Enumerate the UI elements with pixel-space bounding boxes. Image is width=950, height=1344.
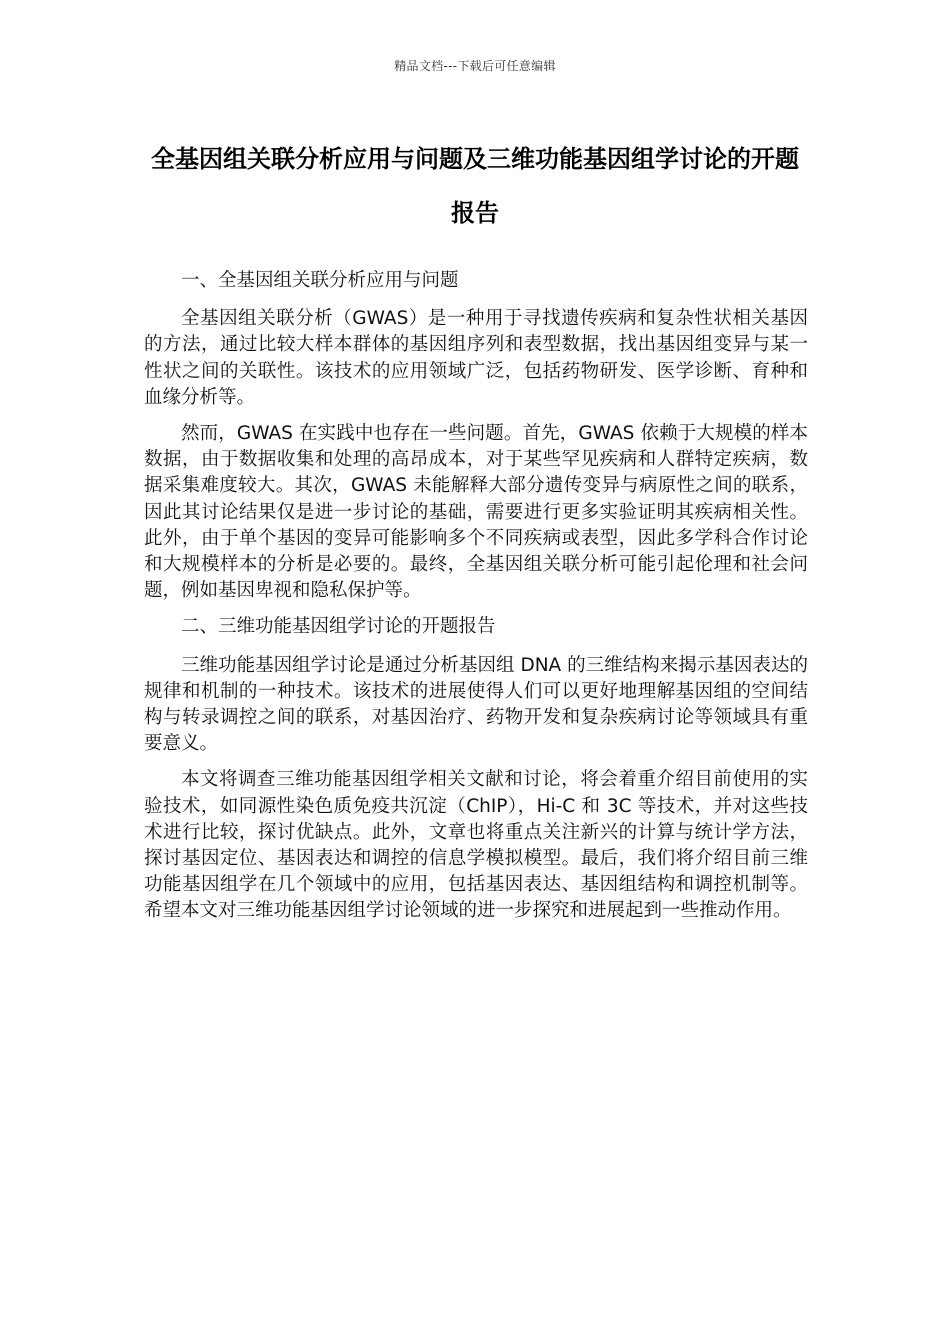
section-heading-2: 二、三维功能基因组学讨论的开题报告 (181, 616, 496, 638)
body-paragraph: 全基因组关联分析（GWAS）是一种用于寻找遗传疾病和复杂性状相关基因的方法，通过比较大样本群体的基因组序列和表型数据，找出基因组变异与某一性状之间的关联性。该技术的应用领域广泛，包括药物研发、医学诊断、育种和血缘分析等。 (144, 308, 808, 408)
body-paragraph: 三维功能基因组学讨论是通过分析基因组 DNA 的三维结构来揭示基因表达的规律和机制的一种技术。该技术的进展使得人们可以更好地理解基因组的空间结构与转录调控之间的联系，对基因治疗、药物开发和复杂疾病讨论等领域具有重要意义。 (144, 654, 808, 755)
document-title: 全基因组关联分析应用与问题及三维功能基因组学讨论的开题报告 (151, 145, 799, 227)
document-body (144, 268, 808, 935)
body-paragraph: 本文将调查三维功能基因组学相关文献和讨论，将会着重介绍目前使用的实验技术，如同源性染色质免疫共沉淀（ChIP），Hi-C 和 3C 等技术，并对这些技术进行比较，探讨优缺点。此外，文章也将重点关注新兴的计算与统计学方法，探讨基因定位、基因表达和调控的信息学模拟模型。最后，我们将介绍目前三维功能基因组学在几个领域中的应用，包括基因表达、基因组结构和调控机制等。希望本文对三维功能基因组学讨论领域的进一步探究和进展起到一些推动作用。 (144, 769, 808, 922)
header-note: 精品文档---下载后可任意编辑 (394, 59, 556, 73)
body-paragraph: 然而，GWAS 在实践中也存在一些问题。首先，GWAS 依赖于大规模的样本数据，由于数据收集和处理的高昂成本，对于某些罕见疾病和人群特定疾病，数据采集难度较大。其次，GWAS 未能解释大部分遗传变异与病原性之间的联系，因此其讨论结果仅是进一步讨论的基础，需要进行更多实验证明其疾病相关性。此外，由于单个基因的变异可能影响多个不同疾病或表型，因此多学科合作讨论和大规模样本的分析是必要的。最终，全基因组关联分析可能引起伦理和社会问题，例如基因卑视和隐私保护等。 (144, 423, 808, 602)
section-heading-1: 一、全基因组关联分析应用与问题 (181, 270, 459, 291)
